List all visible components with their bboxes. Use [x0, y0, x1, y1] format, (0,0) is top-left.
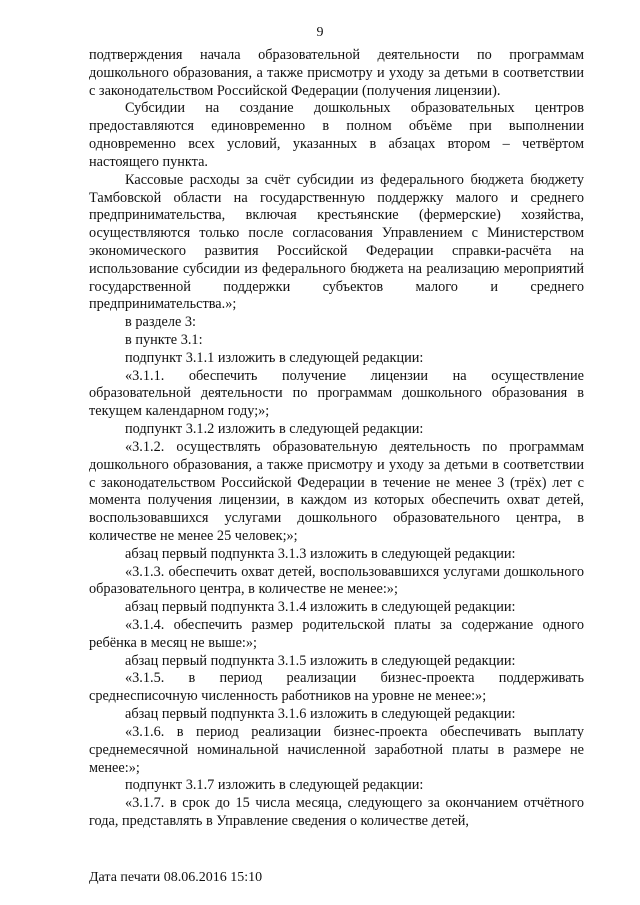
paragraph: Кассовые расходы за счёт субсидии из федерального бюджета бюджету Тамбовской области на государственную поддержку малого и среднего предпринимательства, включая крестьянские (фермерские) хозяйства, осуществляются только после согласования Управлением с Министерством экономического развития Российской Федерации справки-расчёта на использование субсидии из федерального бюджета на реализацию мероприятий государственной поддержки субъектов малого и среднего предпринимательства.»;: [89, 171, 584, 313]
paragraph: абзац первый подпункта 3.1.3 изложить в следующей редакции:: [125, 545, 516, 562]
paragraph: абзац первый подпункта 3.1.4 изложить в следующей редакции:: [125, 599, 516, 616]
paragraph: Субсидии на создание дошкольных образовательных центров предоставляются единовременно в полном объёме при выполнении одновременно всех условий, указанных в абзацах втором – четвёртом настоящего пункта.: [89, 100, 584, 170]
paragraph: в разделе 3:: [125, 314, 197, 331]
paragraph: «3.1.2. осуществлять образовательную деятельность по программам дошкольного образования, а также присмотру и уходу за детьми в соответствии с законодательством Российской Федерации в течение не менее 3 (трёх) лет с момента получения лицензии, в каждом из которых обеспечить охват детей, воспользовавшихся услугами дошкольного образовательного центра, в количестве не менее 25 человек;»;: [89, 438, 584, 544]
paragraph: в пункте 3.1:: [125, 332, 203, 348]
paragraph: «3.1.3. обеспечить охват детей, воспользовавшихся услугами дошкольного образовательного центра, в количестве не менее:»;: [89, 563, 584, 598]
paragraph: «3.1.5. в период реализации бизнес-проекта поддерживать среднесписочную численность работников на уровне не менее:»;: [89, 670, 584, 705]
paragraph: подпункт 3.1.1 изложить в следующей редакции:: [125, 349, 424, 366]
paragraph: абзац первый подпункта 3.1.6 изложить в следующей редакции:: [125, 706, 516, 723]
paragraph: подтверждения начала образовательной деятельности по программам дошкольного образования, а также присмотру и уходу за детьми в соответствии с законодательством Российской Федерации (получения лицензии).: [89, 47, 584, 99]
paragraph: абзац первый подпункта 3.1.5 изложить в следующей редакции:: [125, 652, 516, 669]
paragraph: подпункт 3.1.2 изложить в следующей редакции:: [125, 421, 424, 438]
paragraph: «3.1.4. обеспечить размер родительской платы за содержание одного ребёнка в месяц не выше:»;: [89, 617, 584, 651]
document-body: [89, 47, 584, 831]
paragraph: «3.1.7. в срок до 15 числа месяца, следующего за окончанием отчётного года, представлять в Управление сведения о количестве детей,: [89, 795, 584, 829]
paragraph: «3.1.1. обеспечить получение лицензии на осуществление образовательной деятельности по программам дошкольного образования в текущем календарном году;»;: [89, 367, 584, 420]
print-date-footer: Дата печати 08.06.2016 15:10: [89, 870, 263, 885]
paragraph: подпункт 3.1.7 изложить в следующей редакции:: [125, 777, 424, 794]
page-number: 9: [316, 25, 324, 40]
paragraph: «3.1.6. в период реализации бизнес-проекта обеспечивать выплату среднемесячной номинальной начисленной заработной платы в размере не менее:»;: [89, 723, 584, 776]
